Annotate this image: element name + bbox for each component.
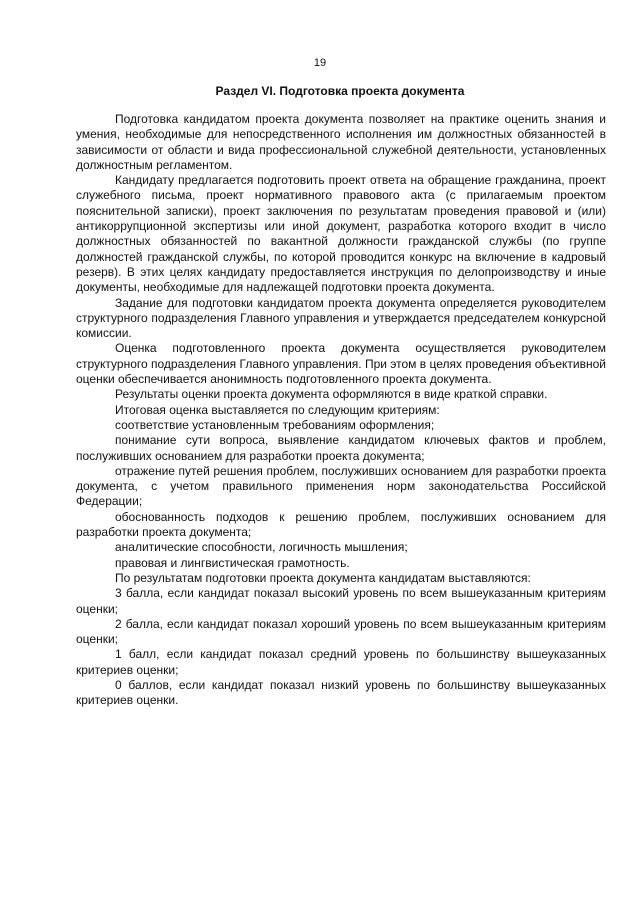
paragraph-task-definition: Задание для подготовки кандидатом проекта документа определяется руководителем структурного подразделения Главного управления и утверждается председателем конкурсной комиссии.: [76, 295, 606, 341]
score-1: 1 балл, если кандидат показал средний уровень по большинству вышеуказанных критериев оценки;: [76, 647, 606, 677]
score-3: 3 балла, если кандидат показал высокий уровень по всем вышеуказанным критериям оценки;: [76, 586, 606, 616]
criterion-justification: обоснованность подходов к решению проблем, послуживших основанием для разработки проекта документа;: [76, 509, 606, 540]
paragraph-task-types: Кандидату предлагается подготовить проект ответа на обращение гражданина, проект служебного письма, проект нормативного правового акта (с прилагаемым проектом пояснительной записки), проект заключения по результатам проведения правовой и (или) антикоррупционной экспертизы или иной документ, разработка которого входит в число должностных обязанностей по вакантной должности гражданской службы (по группе должностей гражданской службы, по которой проводится конкурс на включение в кадровый резерв). В этих целях кандидату предоставляется инструкция по делопроизводству и иные документы, необходимые для надлежащей подготовки проекта документа.: [76, 173, 606, 295]
criterion-literacy: правовая и лингвистическая грамотность.: [115, 555, 350, 570]
criterion-solutions: отражение путей решения проблем, послуживших основанием для разработки проекта документа, с учетом правильного применения норм законодательства Российской Федерации;: [76, 463, 606, 509]
paragraph-purpose: Подготовка кандидатом проекта документа позволяет на практике оценить знания и умения, необходимые для непосредственного исполнения им должностных обязанностей в зависимости от области и вида профессиональной служебной деятельности, установленных должностным регламентом.: [76, 112, 606, 172]
criterion-understanding: понимание сути вопроса, выявление кандидатом ключевых фактов и проблем, послуживших основанием для разработки проекта документа;: [76, 433, 606, 463]
page-number: 19: [313, 57, 327, 69]
document-body: [76, 112, 606, 709]
paragraph-scoring-intro: По результатам подготовки проекта документа кандидатам выставляются:: [115, 570, 531, 585]
score-2: 2 балла, если кандидат показал хороший уровень по всем вышеуказанным критериям оценки;: [76, 616, 606, 647]
criterion-formatting: соответствие установленным требованиям оформления;: [115, 417, 435, 432]
score-0: 0 баллов, если кандидат показал низкий уровень по большинству вышеуказанных критериев оценки.: [76, 677, 606, 708]
paragraph-criteria-intro: Итоговая оценка выставляется по следующим критериям:: [115, 402, 440, 417]
criterion-analytics: аналитические способности, логичность мышления;: [115, 540, 408, 555]
section-title: Раздел VI. Подготовка проекта документа: [215, 84, 465, 98]
paragraph-evaluation: Оценка подготовленного проекта документа осуществляется руководителем структурного подразделения Главного управления. При этом в целях проведения объективной оценки обеспечивается анонимность подготовленного проекта документа.: [76, 341, 606, 387]
paragraph-results: Результаты оценки проекта документа оформляются в виде краткой справки.: [115, 387, 548, 402]
